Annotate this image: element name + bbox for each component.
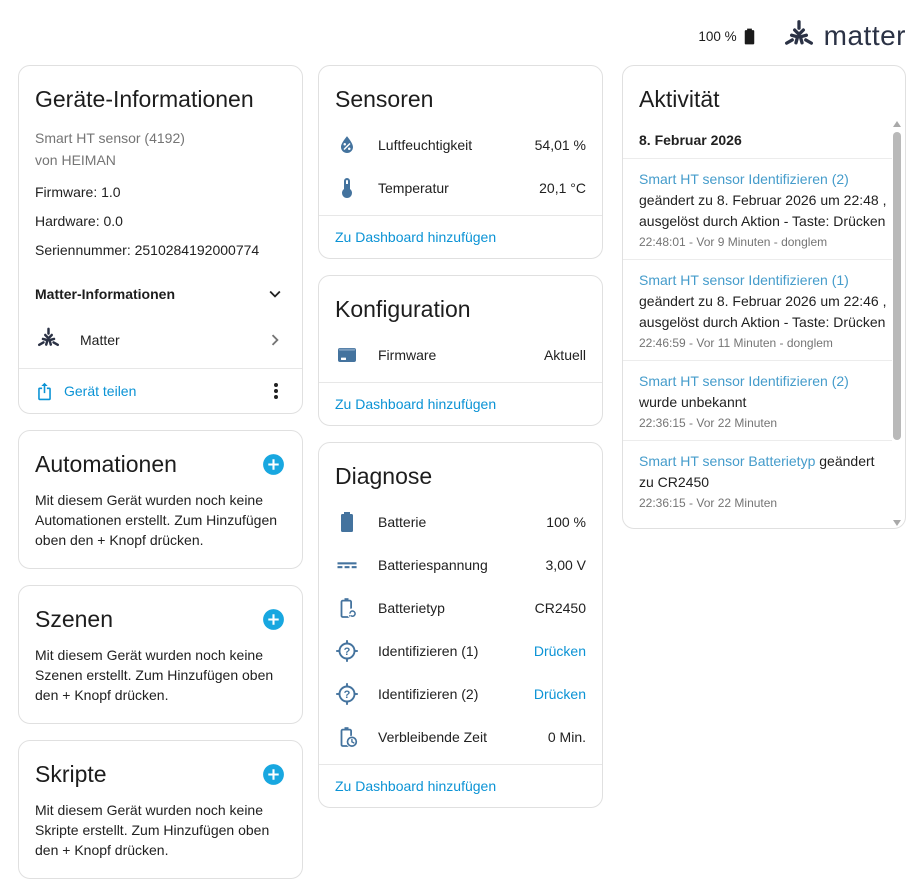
device-serial: Seriennummer: 2510284192000774 <box>35 242 260 258</box>
entity-value: 100 % <box>546 513 586 530</box>
scenes-title: Szenen <box>35 606 114 632</box>
entity-label: Verbleibende Zeit <box>378 728 487 745</box>
log-entity-link[interactable]: Smart HT sensor Batterietyp <box>639 453 816 469</box>
configuration-title: Konfiguration <box>335 296 471 322</box>
device-info-card <box>18 65 303 414</box>
activity-list <box>623 119 892 520</box>
battery-clock-icon <box>335 725 359 749</box>
battery-sync-icon <box>335 596 359 620</box>
share-export-icon <box>35 382 54 401</box>
entity-row-battery-voltage[interactable] <box>319 543 602 586</box>
entity-row-identify-2[interactable] <box>319 672 602 715</box>
log-meta: 22:36:15 - Vor 22 Minuten <box>639 496 778 510</box>
diagnostics-card <box>318 442 603 808</box>
activity-scrollbar <box>892 121 902 526</box>
right-column <box>622 65 906 529</box>
battery-level-text: 100 % <box>698 28 737 44</box>
entity-label: Temperatur <box>378 179 449 196</box>
device-card-footer <box>19 368 302 413</box>
svg-text:?: ? <box>343 645 351 658</box>
log-description: wurde unbekannt <box>639 394 747 410</box>
press-action-button[interactable]: Drücken <box>533 685 586 702</box>
matter-info-label: Matter-Informationen <box>35 286 175 302</box>
scripts-title: Skripte <box>35 761 107 787</box>
log-entity-link[interactable]: Smart HT sensor Identifizieren (1) <box>639 272 849 288</box>
add-automation-button[interactable] <box>261 452 286 477</box>
share-device-label: Gerät teilen <box>64 383 137 399</box>
chevron-down-icon <box>264 283 286 305</box>
scroll-down-arrow[interactable] <box>893 520 901 526</box>
configuration-card <box>318 275 603 426</box>
entity-row-remaining-time[interactable] <box>319 715 602 758</box>
entity-label: Firmware <box>378 346 437 363</box>
entity-label: Batterie <box>378 513 427 530</box>
scripts-card <box>18 740 303 879</box>
device-battery-status <box>698 27 758 46</box>
log-description: geändert zu 8. Februar 2026 um 22:48 , ausgelöst durch Aktion - Taste: Drücken <box>639 192 887 229</box>
add-to-dashboard-link[interactable]: Zu Dashboard hinzufügen <box>319 215 602 258</box>
diagnostics-title: Diagnose <box>335 463 433 489</box>
scripts-empty-text: Mit diesem Gerät wurden noch keine Skripte erstellt. Zum Hinzufügen oben den + Knopf drücken. <box>35 802 270 858</box>
log-entry <box>623 360 892 440</box>
log-meta: 22:46:59 - Vor 11 Minuten - donglem <box>639 336 833 350</box>
entity-value: 3,00 V <box>545 556 586 573</box>
add-to-dashboard-link[interactable]: Zu Dashboard hinzufügen <box>319 382 602 425</box>
chevron-right-icon <box>264 329 286 351</box>
log-entity-link[interactable]: Smart HT sensor Identifizieren (2) <box>639 373 849 389</box>
entity-value: Aktuell <box>543 346 586 363</box>
middle-column <box>318 65 603 808</box>
log-meta: 22:36:15 - Vor 22 Minuten <box>639 416 778 430</box>
matter-icon <box>35 326 62 353</box>
page-columns <box>18 65 906 879</box>
device-firmware: Firmware: 1.0 <box>35 184 121 200</box>
entity-value: CR2450 <box>534 599 586 616</box>
scenes-card <box>18 585 303 724</box>
press-action-button[interactable]: Drücken <box>533 642 586 659</box>
matter-info-expander[interactable] <box>19 271 302 309</box>
scroll-up-arrow[interactable] <box>893 121 901 127</box>
battery-icon <box>335 510 359 534</box>
water-percent-icon <box>335 133 359 157</box>
entity-row-firmware[interactable] <box>319 333 602 376</box>
entity-label: Batteriespannung <box>378 556 488 573</box>
overflow-menu-icon[interactable] <box>264 379 288 403</box>
svg-text:?: ? <box>343 688 351 701</box>
log-entity-link[interactable]: Smart HT sensor Identifizieren (2) <box>639 171 849 187</box>
current-dc-icon <box>335 553 359 577</box>
entity-row-battery[interactable] <box>319 500 602 543</box>
log-description: geändert zu CR2450 <box>639 453 875 490</box>
left-column <box>18 65 303 879</box>
add-script-button[interactable] <box>261 762 286 787</box>
automations-title: Automationen <box>35 451 177 477</box>
entity-row-battery-type[interactable] <box>319 586 602 629</box>
log-entry <box>623 259 892 360</box>
entity-label: Identifizieren (2) <box>378 685 479 702</box>
device-info-title: Geräte-Informationen <box>35 86 254 112</box>
firmware-icon <box>335 343 359 367</box>
entity-value: 0 Min. <box>547 728 586 745</box>
log-entry <box>623 158 892 259</box>
topbar <box>698 18 906 54</box>
entity-label: Identifizieren (1) <box>378 642 479 659</box>
entity-row-identify-1[interactable] <box>319 629 602 672</box>
crosshairs-question-icon <box>335 639 359 663</box>
sensors-card <box>318 65 603 259</box>
device-manufacturer: von HEIMAN <box>35 152 116 168</box>
matter-integration-row[interactable] <box>19 309 302 368</box>
matter-brand-logo <box>781 18 906 54</box>
thermometer-icon <box>335 176 359 200</box>
device-attributes <box>19 171 302 258</box>
device-model: Smart HT sensor (4192) <box>35 130 185 146</box>
device-hardware: Hardware: 0.0 <box>35 213 123 229</box>
device-meta <box>19 119 302 171</box>
sensors-title: Sensoren <box>335 86 434 112</box>
activity-title: Aktivität <box>639 86 720 112</box>
add-to-dashboard-link[interactable]: Zu Dashboard hinzufügen <box>319 764 602 807</box>
entity-label: Luftfeuchtigkeit <box>378 136 473 153</box>
automations-empty-text: Mit diesem Gerät wurden noch keine Automationen erstellt. Zum Hinzufügen oben den + Knopf drücken. <box>35 492 278 548</box>
activity-date-header: 8. Februar 2026 <box>639 132 742 148</box>
scenes-empty-text: Mit diesem Gerät wurden noch keine Szenen erstellt. Zum Hinzufügen oben den + Knopf drücken. <box>35 647 274 703</box>
entity-label: Batterietyp <box>378 599 445 616</box>
crosshairs-question-icon <box>335 682 359 706</box>
entity-value: 20,1 °C <box>539 179 586 196</box>
log-entry <box>623 440 892 520</box>
matter-icon <box>781 18 817 54</box>
automations-card <box>18 430 303 569</box>
log-description: geändert zu 8. Februar 2026 um 22:46 , ausgelöst durch Aktion - Taste: Drücken <box>639 293 887 330</box>
entity-row-temperature[interactable] <box>319 166 602 209</box>
entity-value: 54,01 % <box>534 136 586 153</box>
add-scene-button[interactable] <box>261 607 286 632</box>
log-meta: 22:48:01 - Vor 9 Minuten - donglem <box>639 235 828 249</box>
scrollbar-thumb[interactable] <box>893 132 901 440</box>
share-device-button[interactable] <box>35 382 136 401</box>
entity-row-humidity[interactable] <box>319 123 602 166</box>
battery-icon <box>740 27 759 46</box>
activity-card <box>622 65 906 529</box>
matter-integration-label: Matter <box>80 331 120 348</box>
matter-brand-text: matter <box>823 20 906 51</box>
